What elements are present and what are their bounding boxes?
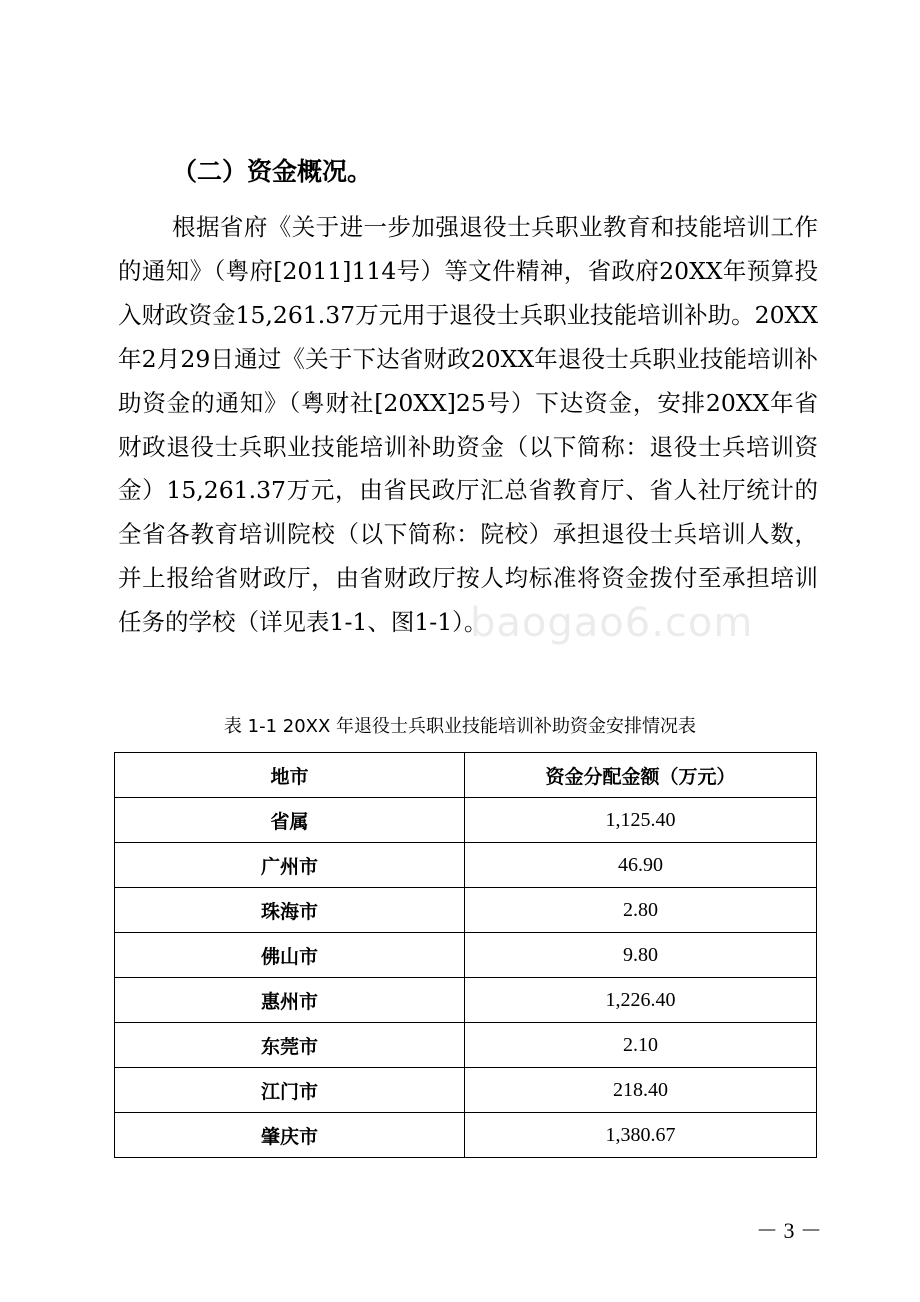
city-cell: 东莞市 bbox=[115, 1023, 465, 1068]
table-row bbox=[115, 888, 817, 933]
funding-allocation-table bbox=[114, 752, 817, 1158]
city-cell: 惠州市 bbox=[115, 978, 465, 1023]
header-amount: 资金分配金额（万元） bbox=[465, 753, 817, 798]
table-row bbox=[115, 1023, 817, 1068]
table-caption: 表 1-1 20XX 年退役士兵职业技能培训补助资金安排情况表 bbox=[223, 716, 697, 737]
amount-cell: 2.80 bbox=[465, 888, 817, 933]
city-cell: 广州市 bbox=[115, 843, 465, 888]
watermark-text: baogao6.com bbox=[470, 600, 754, 646]
city-cell: 省属 bbox=[115, 798, 465, 843]
amount-cell: 1,380.67 bbox=[465, 1113, 817, 1158]
header-city: 地市 bbox=[115, 753, 465, 798]
table-row bbox=[115, 1113, 817, 1158]
amount-cell: 46.90 bbox=[465, 843, 817, 888]
table-row bbox=[115, 1068, 817, 1113]
amount-cell: 9.80 bbox=[465, 933, 817, 978]
city-cell: 佛山市 bbox=[115, 933, 465, 978]
city-cell: 肇庆市 bbox=[115, 1113, 465, 1158]
amount-cell: 218.40 bbox=[465, 1068, 817, 1113]
city-cell: 珠海市 bbox=[115, 888, 465, 933]
table-row bbox=[115, 933, 817, 978]
amount-cell: 1,226.40 bbox=[465, 978, 817, 1023]
table-header-row bbox=[115, 753, 817, 798]
table-row bbox=[115, 798, 817, 843]
section-heading: （二）资金概况。 bbox=[172, 157, 373, 186]
body-paragraph: 根据省府《关于进一步加强退役士兵职业教育和技能培训工作的通知》（粤府[2011]114号）等文件精神，省政府20XX年预算投入财政资金15,261.37万元用于退役士兵职业技能培训补助。20XX年2月29日通过《关于下达省财政20XX年退役士兵职业技能培训补助资金的通知》（粤财社[20XX]25号）下达资金，安排20XX年省财政退役士兵职业技能培训补助资金（以下简称：退役士兵培训资金）15,261.37万元，由省民政厅汇总省教育厅、省人社厅统计的全省各教育培训院校（以下简称：院校）承担退役士兵培训人数，并上报给省财政厅，由省财政厅按人均标准将资金拨付至承担培训任务的学校（详见表1-1、图1-1）。 bbox=[118, 213, 818, 637]
table-row bbox=[115, 843, 817, 888]
amount-cell: 1,125.40 bbox=[465, 798, 817, 843]
city-cell: 江门市 bbox=[115, 1068, 465, 1113]
amount-cell: 2.10 bbox=[465, 1023, 817, 1068]
table-row bbox=[115, 978, 817, 1023]
page-number: － 3 － bbox=[756, 1218, 823, 1243]
